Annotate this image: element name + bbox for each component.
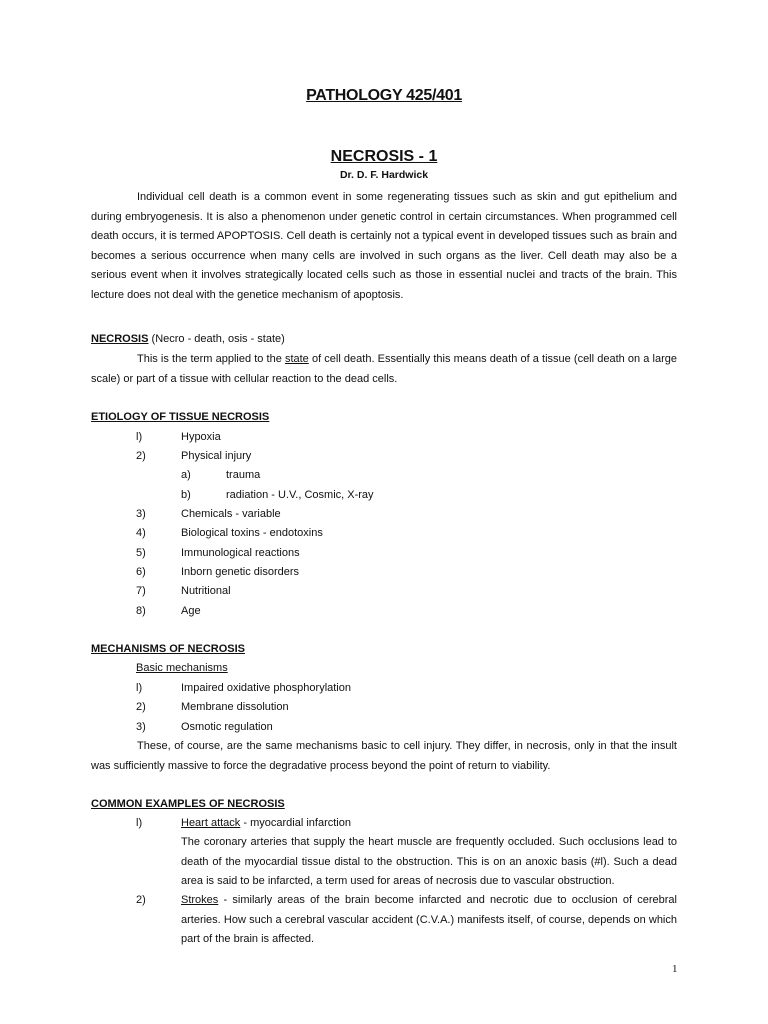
etiology-heading: ETIOLOGY OF TISSUE NECROSIS bbox=[91, 411, 270, 423]
etiology-item-1: Hypoxia bbox=[181, 431, 221, 443]
etiology-item-5: Immunological reactions bbox=[181, 547, 300, 559]
necrosis-etymology: (Necro - death, osis - state) bbox=[148, 333, 285, 345]
etiology-sub-item-a: trauma bbox=[226, 469, 261, 481]
definition-text-start: This is the term applied to the bbox=[137, 353, 285, 365]
examples-heading: COMMON EXAMPLES OF NECROSIS bbox=[91, 798, 285, 810]
mechanisms-heading: MECHANISMS OF NECROSIS bbox=[91, 643, 246, 655]
author-line: Dr. D. F. Hardwick bbox=[339, 169, 429, 181]
etiology-item-6: Inborn genetic disorders bbox=[181, 566, 300, 578]
etiology-item-2: Physical injury bbox=[181, 450, 252, 462]
mechanisms-subheading: Basic mechanisms bbox=[136, 662, 228, 674]
necrosis-heading: NECROSIS bbox=[91, 333, 149, 345]
mechanism-num-2: 2) bbox=[136, 701, 146, 713]
example-body-2-rest: - similarly areas of the brain become infarcted and necrotic due to occlusion of cerebral arteries. How such a cerebral vascular accident (C.V.A.) manifests itself, of course, depends on which part of the brain is affected. bbox=[181, 894, 677, 946]
mechanism-num-3: 3) bbox=[136, 721, 146, 733]
example-title-2: Strokes bbox=[181, 894, 219, 906]
course-title: PATHOLOGY 425/401 bbox=[306, 87, 462, 104]
mechanism-item-3: Osmotic regulation bbox=[181, 721, 273, 733]
etiology-item-8: Age bbox=[181, 605, 201, 617]
page-number: 1 bbox=[672, 963, 678, 975]
intro-paragraph: Individual cell death is a common event in some regenerating tissues such as skin and gut epithelium and during embryogenesis. It is also a phenomenon under genetic control in certain circumstances. When programmed cell death occurs, it is termed APOPTOSIS. Cell death is certainly not a typical event in developed tissues such as brain and becomes a serious occurrence when many cells are involved in such organs as the liver. Cell death may also be a serious event when it involves strategically located cells such as those in essential nuclei and tracts of the brain. This lecture does not deal with the genetice mechanism of apoptosis. bbox=[91, 191, 677, 301]
lecture-title: NECROSIS - 1 bbox=[330, 148, 438, 165]
etiology-sub-letter-b: b) bbox=[181, 489, 191, 501]
mechanism-item-1: Impaired oxidative phosphorylation bbox=[181, 682, 351, 694]
example-title-1: Heart attack bbox=[181, 817, 241, 829]
etiology-num-1: l) bbox=[136, 431, 143, 443]
etiology-num-4: 4) bbox=[136, 527, 146, 539]
etiology-sub-letter-a: a) bbox=[181, 469, 191, 481]
example-title-1-line bbox=[181, 814, 351, 834]
definition-state-word: state bbox=[284, 353, 309, 365]
example-body-2 bbox=[181, 891, 677, 950]
etiology-num-5: 5) bbox=[136, 547, 146, 559]
etiology-sub-item-b: radiation - U.V., Cosmic, X-ray bbox=[226, 489, 374, 501]
example-body-1: The coronary arteries that supply the heart muscle are frequently occluded. Such occlusions lead to death of the myocardial tissue distal to the obstruction. This is on an anoxic basis (#l). Such a dead area is said to be infarcted, a term used for areas of necrosis due to vascular obstruction. bbox=[181, 836, 677, 888]
etiology-num-8: 8) bbox=[136, 605, 146, 617]
etiology-item-4: Biological toxins - endotoxins bbox=[181, 527, 323, 539]
example-title-1-rest: - myocardial infarction bbox=[240, 817, 351, 829]
etiology-num-7: 7) bbox=[136, 585, 146, 597]
etiology-item-3: Chemicals - variable bbox=[181, 508, 281, 520]
definition-text-end: of cell death. Essentially this means death of a tissue (cell death on a large scale) or part of a tissue with cellular reaction to the dead cells. bbox=[91, 353, 677, 385]
etiology-num-3: 3) bbox=[136, 508, 146, 520]
example-num-2: 2) bbox=[136, 894, 146, 906]
example-num-1: l) bbox=[136, 817, 143, 829]
mechanisms-note: These, of course, are the same mechanisms basic to cell injury. They differ, in necrosis, only in that the insult was sufficiently massive to force the degradative process beyond the point of return to viability. bbox=[91, 740, 677, 772]
mechanism-item-2: Membrane dissolution bbox=[181, 701, 289, 713]
etiology-num-2: 2) bbox=[136, 450, 146, 462]
necrosis-heading-line bbox=[91, 330, 677, 350]
necrosis-definition bbox=[91, 350, 677, 389]
etiology-num-6: 6) bbox=[136, 566, 146, 578]
mechanism-num-1: l) bbox=[136, 682, 143, 694]
etiology-item-7: Nutritional bbox=[181, 585, 231, 597]
